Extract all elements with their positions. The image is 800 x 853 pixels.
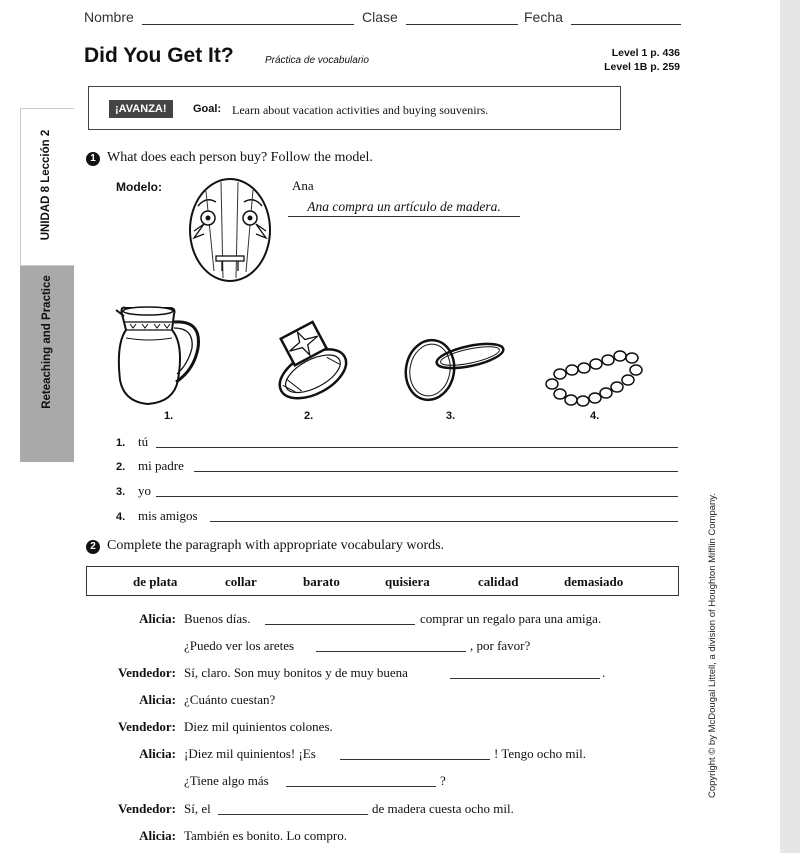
item-subject: tú (138, 434, 149, 449)
clase-field[interactable] (362, 9, 518, 25)
item-subject: mis amigos (138, 508, 198, 523)
dialogue-text: comprar un regalo para una amiga. (420, 611, 602, 626)
word-bank-item: demasiado (564, 574, 624, 589)
page-title: Did You Get It? (84, 44, 234, 67)
dialogue-blank-2[interactable] (316, 650, 466, 652)
dialogue-speaker: Alicia: (139, 692, 176, 707)
answer-line-1[interactable] (156, 446, 678, 448)
unit-side-tab (20, 108, 74, 266)
dialogue-text: ¡Diez mil quinientos! ¡Es (184, 746, 316, 761)
ring-illustration (264, 318, 356, 404)
dialogue-text: Sí, claro. Son muy bonitos y de muy buena (184, 665, 408, 680)
level-references (604, 46, 680, 74)
exercise-1-item-4 (116, 508, 198, 524)
section-side-tab (20, 266, 74, 462)
item-number: 2. (116, 461, 126, 473)
picture-number-4: 4. (590, 410, 600, 422)
dialogue-text: También es bonito. Lo compro. (184, 828, 348, 843)
dialogue-blank-4[interactable] (340, 758, 490, 760)
fecha-field[interactable] (524, 9, 681, 25)
word-bank-item: quisiera (385, 574, 430, 589)
dialogue-text: ! Tengo ocho mil. (494, 746, 587, 761)
picture-number-1: 1. (164, 410, 174, 422)
wooden-mask-illustration (186, 176, 274, 284)
exercise-1-number: 1 (86, 152, 100, 166)
section-tab-label: Reteaching and Practice (41, 275, 53, 409)
dialogue-speaker: Vendedor: (117, 801, 176, 816)
unit-tab-label: UNIDAD 8 Lección 2 (40, 129, 52, 241)
fecha-label: Fecha (524, 9, 563, 25)
picture-number-2: 2. (304, 410, 314, 422)
item-number: 1. (116, 437, 126, 449)
dialogue-speaker: Vendedor: (117, 665, 176, 680)
dialogue-text: , por favor? (470, 638, 531, 653)
nombre-label: Nombre (84, 9, 134, 25)
clase-label: Clase (362, 9, 398, 25)
pitcher-illustration (112, 300, 204, 408)
word-bank-item: de plata (133, 574, 178, 589)
exercise-1-item-2 (116, 458, 184, 474)
page-edge (780, 0, 800, 853)
necklace-illustration (540, 346, 648, 410)
dialogue-speaker: Alicia: (139, 611, 176, 626)
dialogue-text: Sí, el (184, 801, 211, 816)
level-1-ref: Level 1 p. 436 (611, 47, 680, 59)
dialogue-text: ¿Puedo ver los aretes (184, 638, 295, 653)
avanza-badge: ¡AVANZA! (109, 100, 173, 118)
word-bank (86, 566, 679, 596)
exercise-2-instruction: Complete the paragraph with appropriate vocabulary words. (107, 538, 445, 553)
goal-box (88, 86, 621, 130)
goal-label: Goal: (193, 103, 222, 115)
dialogue-text: . (602, 665, 606, 680)
dialogue-blank-6[interactable] (218, 813, 368, 815)
model-answer: Ana compra un artículo de madera. (288, 199, 520, 217)
dialogue-blank-1[interactable] (265, 623, 415, 625)
dialogue-text: ¿Cuánto cuestan? (184, 692, 276, 707)
exercise-2-number: 2 (86, 540, 100, 554)
item-number: 4. (116, 511, 126, 523)
dialogue-text: de madera cuesta ocho mil. (372, 801, 514, 816)
word-bank-item: calidad (478, 574, 519, 589)
dialogue-text: Buenos días. (184, 611, 251, 626)
copyright-notice: Copyright © by McDougal Littell, a division of Houghton Mifflin Company. (707, 493, 718, 798)
item-number: 3. (116, 486, 126, 498)
dialogue-text: ¿Tiene algo más (184, 773, 269, 788)
word-bank-item: collar (225, 574, 257, 589)
answer-line-4[interactable] (210, 520, 678, 522)
goal-text: Learn about vacation activities and buying souvenirs. (232, 103, 489, 117)
exercise-1-item-3 (116, 483, 151, 499)
exercise-1-item-1 (116, 434, 148, 450)
dialogue-text: Diez mil quinientos colones. (184, 719, 333, 734)
dialogue-speaker: Alicia: (139, 828, 176, 843)
answer-line-3[interactable] (156, 495, 678, 497)
modelo-label: Modelo: (116, 180, 162, 194)
word-bank-item: barato (303, 574, 340, 589)
dialogue-speaker: Alicia: (139, 746, 176, 761)
earrings-illustration (398, 330, 508, 406)
dialogue-blank-5[interactable] (286, 785, 436, 787)
model-name: Ana (292, 178, 314, 193)
dialogue-blank-3[interactable] (450, 677, 600, 679)
level-1b-ref: Level 1B p. 259 (604, 61, 680, 73)
exercise-1-instruction: What does each person buy? Follow the model. (107, 150, 373, 165)
item-subject: mi padre (138, 458, 184, 473)
dialogue-speaker: Vendedor: (117, 719, 176, 734)
dialogue-text: ? (440, 773, 446, 788)
answer-line-2[interactable] (194, 470, 678, 472)
item-subject: yo (138, 483, 151, 498)
page-subtitle: Práctica de vocabulario (265, 55, 369, 66)
nombre-field[interactable] (84, 9, 354, 25)
picture-number-3: 3. (446, 410, 456, 422)
